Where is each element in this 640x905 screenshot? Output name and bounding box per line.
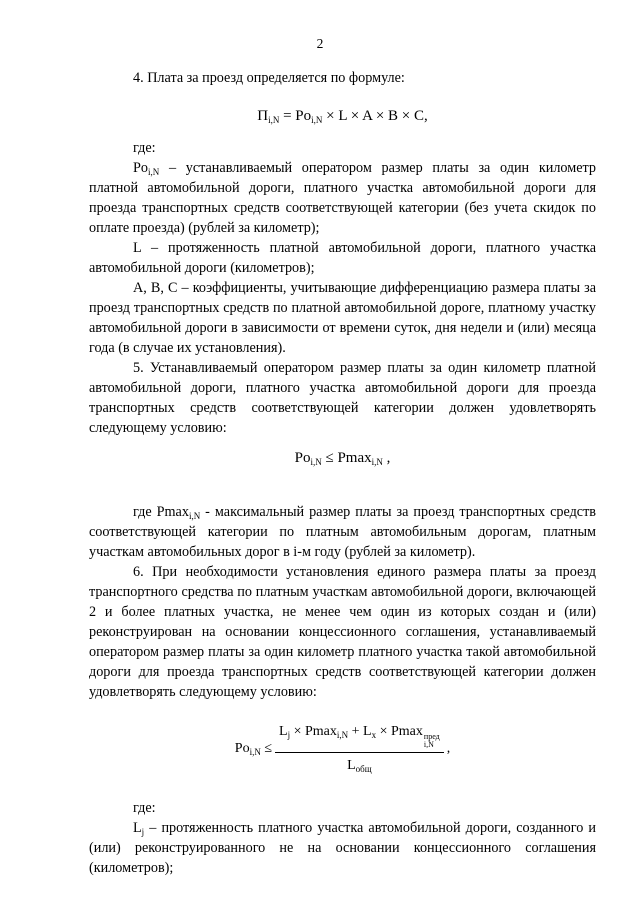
definition-pmax: где Pmax$_{i,N}$ - максимальный размер платы за проезд транспортных средств соответствующей категории по платным автомобильным дорогам, платным участкам автомобильных дорог в i-м году (рублей за километр). bbox=[89, 504, 596, 560]
where-label: где: bbox=[133, 140, 156, 156]
paragraph-5: 5. Устанавливаемый оператором размер платы за один километр платной автомобильной дороги, платного участка автомобильной дороги для проезда транспортных средств соответствующей категории должен удовлетворять следующему условию: bbox=[89, 360, 596, 436]
fraction-denominator: $L_{общ}$ bbox=[347, 758, 372, 774]
definition-abc: A, B, C – коэффициенты, учитывающие дифференциацию размера платы за проезд транспортных средств по платной автомобильной дороге, платному участку автомобильной дороги в зависимости от времени суток, дня недели и (или) месяца года (в случае их установления). bbox=[89, 280, 596, 356]
formula-fee: $П_{i,N} = Po_{i,N} \times L \times A \times B \times C$, bbox=[257, 108, 428, 125]
definition-po: $Po_{i,N}$ – устанавливаемый оператором размер платы за один километр платной автомобильной дороги, платного участка автомобильной дороги для проезда транспортных средств соответствующей категории (без учета скидок по оплате проезда) (рублей за километр); bbox=[89, 160, 596, 236]
where-label-2: где: bbox=[133, 800, 156, 816]
page-number: 2 bbox=[316, 36, 324, 51]
paragraph-6: 6. При необходимости установления единого размера платы за проезд транспортного средства по платным участкам автомобильной дороги, включающей 2 и более платных участка, не менее чем один из которых создан и (или) реконструирован на основании концессионного соглашения, устанавливаемый оператором размер платы за один километр платного участка такой автомобильной дороги для проезда транспортных средств соответствующей категории должен удовлетворять следующему условию: bbox=[89, 564, 596, 700]
fraction-numerator: $L_j \times Pmax_{i,N} + L_x \times Pmax$ пред i,N bbox=[275, 722, 444, 753]
document-body bbox=[89, 68, 596, 878]
definition-lj: $L_j$ – протяженность платного участка автомобильной дороги, созданного и (или) реконструированного не на основании концессионного соглашения (километров); bbox=[89, 820, 596, 876]
paragraph-4-intro: 4. Плата за проезд определяется по формуле: bbox=[133, 70, 405, 86]
definition-l: L – протяженность платной автомобильной дороги, платного участка автомобильной дороги (километров); bbox=[89, 240, 596, 276]
formula-max-condition: $Po_{i,N} \le Pmax_{i,N}$ , bbox=[294, 450, 391, 467]
formula-fraction bbox=[275, 722, 444, 776]
formula-tail: , bbox=[446, 741, 451, 756]
formula-lhs: $Po_{i,N}$ ≤ bbox=[234, 741, 273, 757]
formula-unified-fee bbox=[89, 722, 596, 776]
